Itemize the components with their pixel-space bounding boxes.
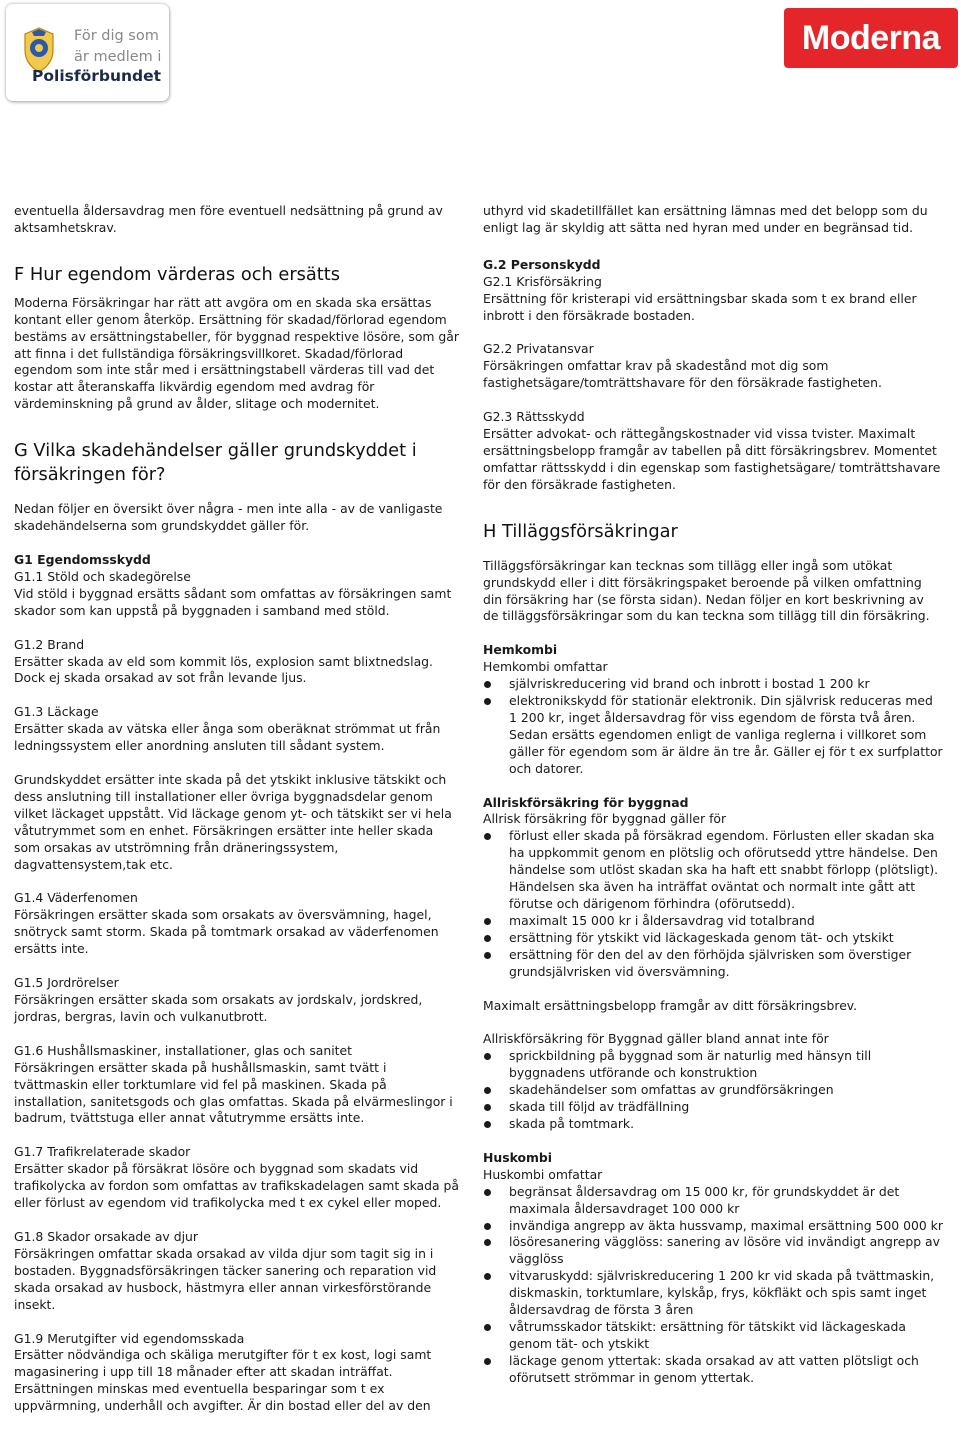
g1-4-text: Försäkringen ersätter skada som orsakats av översvämning, hagel, snötryck samt storm. Skada på tomtmark orsakad av väderfenomen ersätts inte.: [14, 907, 439, 957]
continued-text: eventuella åldersavdrag men före eventuell nedsättning på grund av aktsamhetskrav.: [14, 203, 443, 235]
allrisk-list: [483, 828, 943, 980]
list-item: lösöresanering vägglöss: sanering av lösöre vid invändigt angrepp av vägglöss: [483, 1234, 943, 1268]
list-item: sprickbildning på byggnad som är naturlig med hänsyn till byggnadens utförande och konstruktion: [483, 1048, 943, 1082]
g1-1-text: Vid stöld i byggnad ersätts sådant som omfattas av försäkringen samt skador som kan uppstå på byggnaden i samband med stöld.: [14, 585, 452, 618]
allrisk-exclusions-list: [483, 1048, 943, 1133]
g2-2-text: Försäkringen omfattar krav på skadestånd mot dig som fastighetsägare/tomträttshavare för den försäkrade fastigheten.: [483, 358, 882, 391]
g1-9-text: Ersätter nödvändiga och skäliga merutgifter för t ex kost, logi samt magasinering i upp till 18 månader efter att skadan inträffat. Ersättningen minskas med eventuella besparingar som t ex uppvärmning, underhåll och avgifter. Är din bostad eller del av den: [14, 1347, 432, 1414]
hemkombi-list: [483, 676, 943, 777]
g1-title: G1 Egendomsskydd: [14, 551, 151, 567]
huskombi-intro: Huskombi omfattar: [483, 1166, 603, 1182]
g1-4-title: G1.4 Väderfenomen: [14, 890, 138, 906]
g2-2-title: G2.2 Privatansvar: [483, 341, 594, 357]
list-item: förlust eller skada på försäkrad egendom. Förlusten eller skadan ska ha uppkommit genom en plötslig och oförutsedd yttre händelse. Den händelse som utlöst skadan ska ha haft ett snabbt förlopp (plötsligt). Händelsen ska även ha inträffat oväntat och normalt inte gått att förutse och därigenom förhindra (oförutsedd).: [483, 828, 943, 913]
logo-text-line2: är medlem i: [74, 49, 162, 65]
list-item: skada på tomtmark.: [483, 1116, 943, 1133]
huskombi-title: Huskombi: [483, 1149, 553, 1165]
list-item: begränsat åldersavdrag om 15 000 kr, för grundskyddet är det maximala åldersavdraget 100 000 kr: [483, 1184, 943, 1218]
g1-3-title: G1.3 Läckage: [14, 704, 99, 720]
section-g-heading: G Vilka skadehändelser gäller grundskyddet i försäkringen för?: [14, 440, 417, 486]
continued-text-right: uthyrd vid skadetillfället kan ersättning lämnas med det belopp som du enligt lag är skyldig att sätta ned hyran med under en begränsad tid.: [483, 203, 928, 235]
g2-title: G.2 Personskydd: [483, 256, 601, 272]
g1-2-title: G1.2 Brand: [14, 636, 85, 652]
allrisk-title: Allriskförsäkring för byggnad: [483, 794, 689, 810]
hemkombi-title: Hemkombi: [483, 642, 558, 658]
huskombi-list: [483, 1184, 943, 1387]
list-item: läckage genom yttertak: skada orsakad av att vatten plötsligt och oförutsett strömmar in genom yttertak.: [483, 1353, 943, 1387]
g1-8-text: Försäkringen omfattar skada orsakad av vilda djur som tagit sig in i bostaden. Byggnadsförsäkringen täcker sanering och reparation vid skada orsakad av husbock, hästmyra eller annan virkesförstörande insekt.: [14, 1245, 437, 1312]
g1-2-text: Ersätter skada av eld som kommit lös, explosion samt blixtnedslag. Dock ej skada orsakad av sot från levande ljus.: [14, 653, 433, 686]
polisforbundet-logo: [6, 4, 169, 101]
g1-7-title: G1.7 Trafikrelaterade skador: [14, 1144, 191, 1160]
list-item: skadehändelser som omfattas av grundförsäkringen: [483, 1082, 943, 1099]
section-f-text: Moderna Försäkringar har rätt att avgöra om en skada ska ersättas kontant eller genom återköp. Ersättning för skadad/förlorad egendom bestäms av ersättningstabeller, för byggnad respektive lösöre, som går att finna i det fullständiga försäkringsvillkoret. Skadad/förlorad egendom som inte står med i ersättningstabell värderas till vad det kostar att återanskaffa likvärdig egendom med avdrag för värdeminskning på grund av ålder, slitage och modernitet.: [14, 294, 459, 412]
allrisk-max: Maximalt ersättningsbelopp framgår av ditt försäkringsbrev.: [483, 997, 858, 1013]
g1-8-title: G1.8 Skador orsakade av djur: [14, 1228, 198, 1244]
g2-3-text: Ersätter advokat- och rättegångskostnader vid vissa tvister. Maximalt ersättningsbelopp framgår av tabellen på ditt försäkringsbrev. Momentet omfattar rättsskydd i din egenskap som fastighetsägare/ tomträttshavare för den försäkrade fastigheten.: [483, 426, 941, 492]
g1-5-text: Försäkringen ersätter skada som orsakats av jordskalv, jordskred, jordras, bergras, lavin och vulkanutbrott.: [14, 992, 423, 1024]
moderna-logo: Moderna: [784, 8, 958, 68]
g1-3-extra: Grundskyddet ersätter inte skada på det ytskikt inklusive tätskikt och dess anslutning till installationer eller övriga byggnadsdelar genom vilket läckaget uppstått. Vid läckage genom yt- och tätskikt ser vi hela våtutrymmet som en enhet. Försäkringen ersätter inte heller skada som orsakas av utströmning från dräneringssystem, dagvattensystem,tak etc.: [14, 772, 452, 872]
g1-3-text: Ersätter skada av vätska eller ånga som oberäknat strömmat ut från ledningssystem eller anordning ansluten till sådant system.: [14, 721, 441, 754]
list-item: invändiga angrepp av äkta hussvamp, maximal ersättning 500 000 kr: [483, 1218, 943, 1235]
logo-text-line1: För dig som: [74, 28, 159, 44]
list-item: vitvaruskydd: självriskreducering 1 200 kr vid skada på tvättmaskin, diskmaskin, torktumlare, kylskåp, frys, kökfläkt och spis samt inget åldersavdrag de första 3 åren: [483, 1268, 943, 1319]
g1-6-text: Försäkringen ersätter skada på hushållsmaskin, samt tvätt i tvättmaskin eller torktumlare vid fel på maskinen. Skada på installation, sanitetsgods och glas omfattas. Skada på elvärmeslingor i badrum, tvättstuga eller annat våtutrymme ersätts inte.: [14, 1059, 453, 1126]
right-column: [483, 203, 943, 1387]
list-item: elektronikskydd för stationär elektronik. Din självrisk reduceras med 1 200 kr, inget åldersavdrag för viss egendom de första två åren. Sedan ersätts egendomen enligt de vanliga reglerna i villkoret som gäller för egendom som är äldre än tre år. Gäller ej för t ex surfplattor och datorer.: [483, 693, 943, 778]
g1-5-title: G1.5 Jordrörelser: [14, 975, 119, 991]
g2-3-title: G2.3 Rättsskydd: [483, 409, 585, 425]
list-item: ersättning för ytskikt vid läckageskada genom tät- och ytskikt: [483, 930, 943, 947]
allrisk-intro: Allrisk försäkring för byggnad gäller för: [483, 811, 727, 827]
hemkombi-intro: Hemkombi omfattar: [483, 659, 608, 675]
list-item: maximalt 15 000 kr i åldersavdrag vid totalbrand: [483, 913, 943, 930]
g1-7-text: Ersätter skador på försäkrat lösöre och byggnad som skadats vid trafikolycka av fordon som omfattas av trafikskadelagen samt skada på eller förlust av egendom vid trafikolycka med t ex cykel eller moped.: [14, 1161, 459, 1211]
g2-1-text: Ersättning för kristerapi vid ersättningsbar skada som t ex brand eller inbrott i den försäkrade bostaden.: [483, 290, 917, 323]
section-h-heading: H Tilläggsförsäkringar: [483, 520, 678, 542]
left-column: [14, 203, 460, 1415]
g1-1-title: G1.1 Stöld och skadegörelse: [14, 568, 191, 584]
list-item: våtrumsskador tätskikt: ersättning för tätskikt vid läckageskada genom tät- och ytskikt: [483, 1319, 943, 1353]
list-item: självriskreducering vid brand och inbrott i bostad 1 200 kr: [483, 676, 943, 693]
list-item: ersättning för den del av den förhöjda självrisken som överstiger grundsjälvrisken vid översvämning.: [483, 947, 943, 981]
list-item: skada till följd av trädfällning: [483, 1099, 943, 1116]
section-h-text: Tilläggsförsäkringar kan tecknas som tillägg eller ingå som utökat grundskydd eller i ditt försäkringspaket beroende på vilken omfattning din försäkring har (se första sidan). Nedan följer en kort beskrivning av de tilläggsförsäkringar som du kan teckna som tillägg till din försäkring.: [483, 557, 930, 624]
logo-text-polisforbundet: Polisförbundet: [32, 67, 162, 85]
section-g-intro: Nedan följer en översikt över några - men inte alla - av de vanligaste skadehändelserna som grundskyddet gäller för.: [14, 501, 443, 534]
allrisk-exclusions-intro: Allriskförsäkring för Byggnad gäller bland annat inte för: [483, 1031, 829, 1047]
g2-1-title: G2.1 Krisförsäkring: [483, 273, 602, 289]
g1-9-title: G1.9 Merutgifter vid egendomsskada: [14, 1330, 245, 1346]
g1-6-title: G1.6 Hushållsmaskiner, installationer, glas och sanitet: [14, 1042, 353, 1058]
section-f-heading: F Hur egendom värderas och ersätts: [14, 263, 341, 285]
